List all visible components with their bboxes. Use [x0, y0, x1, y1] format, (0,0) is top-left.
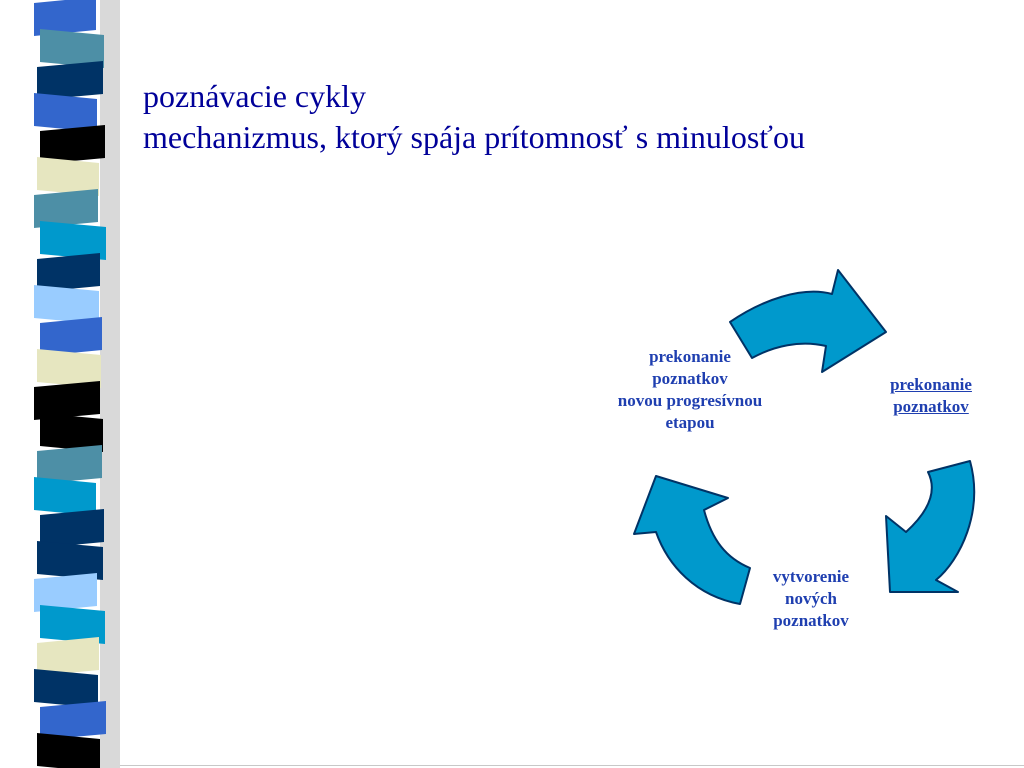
node-bottom-line-2: nových [785, 589, 837, 608]
node-bottom-line-3: poznatkov [773, 611, 849, 630]
node-label-left [570, 346, 810, 434]
node-left-line-3: novou progresívnou [617, 391, 763, 410]
node-left-line-2: poznatkov [652, 369, 728, 388]
node-bottom-line-1: vytvorenie [772, 567, 850, 586]
node-label-bottom [738, 566, 884, 632]
slide-bottom-divider [120, 765, 1024, 766]
cycle-arrow-left [634, 476, 750, 604]
node-right-line-1[interactable]: prekonanie [890, 375, 972, 394]
node-left-line-4: etapou [665, 413, 715, 432]
node-left-line-1: prekonanie [649, 347, 731, 366]
node-right-line-2[interactable]: poznatkov [893, 397, 969, 416]
slide-title-line-2: mechanizmus, ktorý spája prítomnosť s minulosťou [143, 119, 805, 155]
slide-title-line-1: poznávacie cykly [143, 78, 366, 114]
node-label-right-link[interactable] [858, 374, 1004, 418]
cycle-arrow-right [886, 461, 974, 592]
